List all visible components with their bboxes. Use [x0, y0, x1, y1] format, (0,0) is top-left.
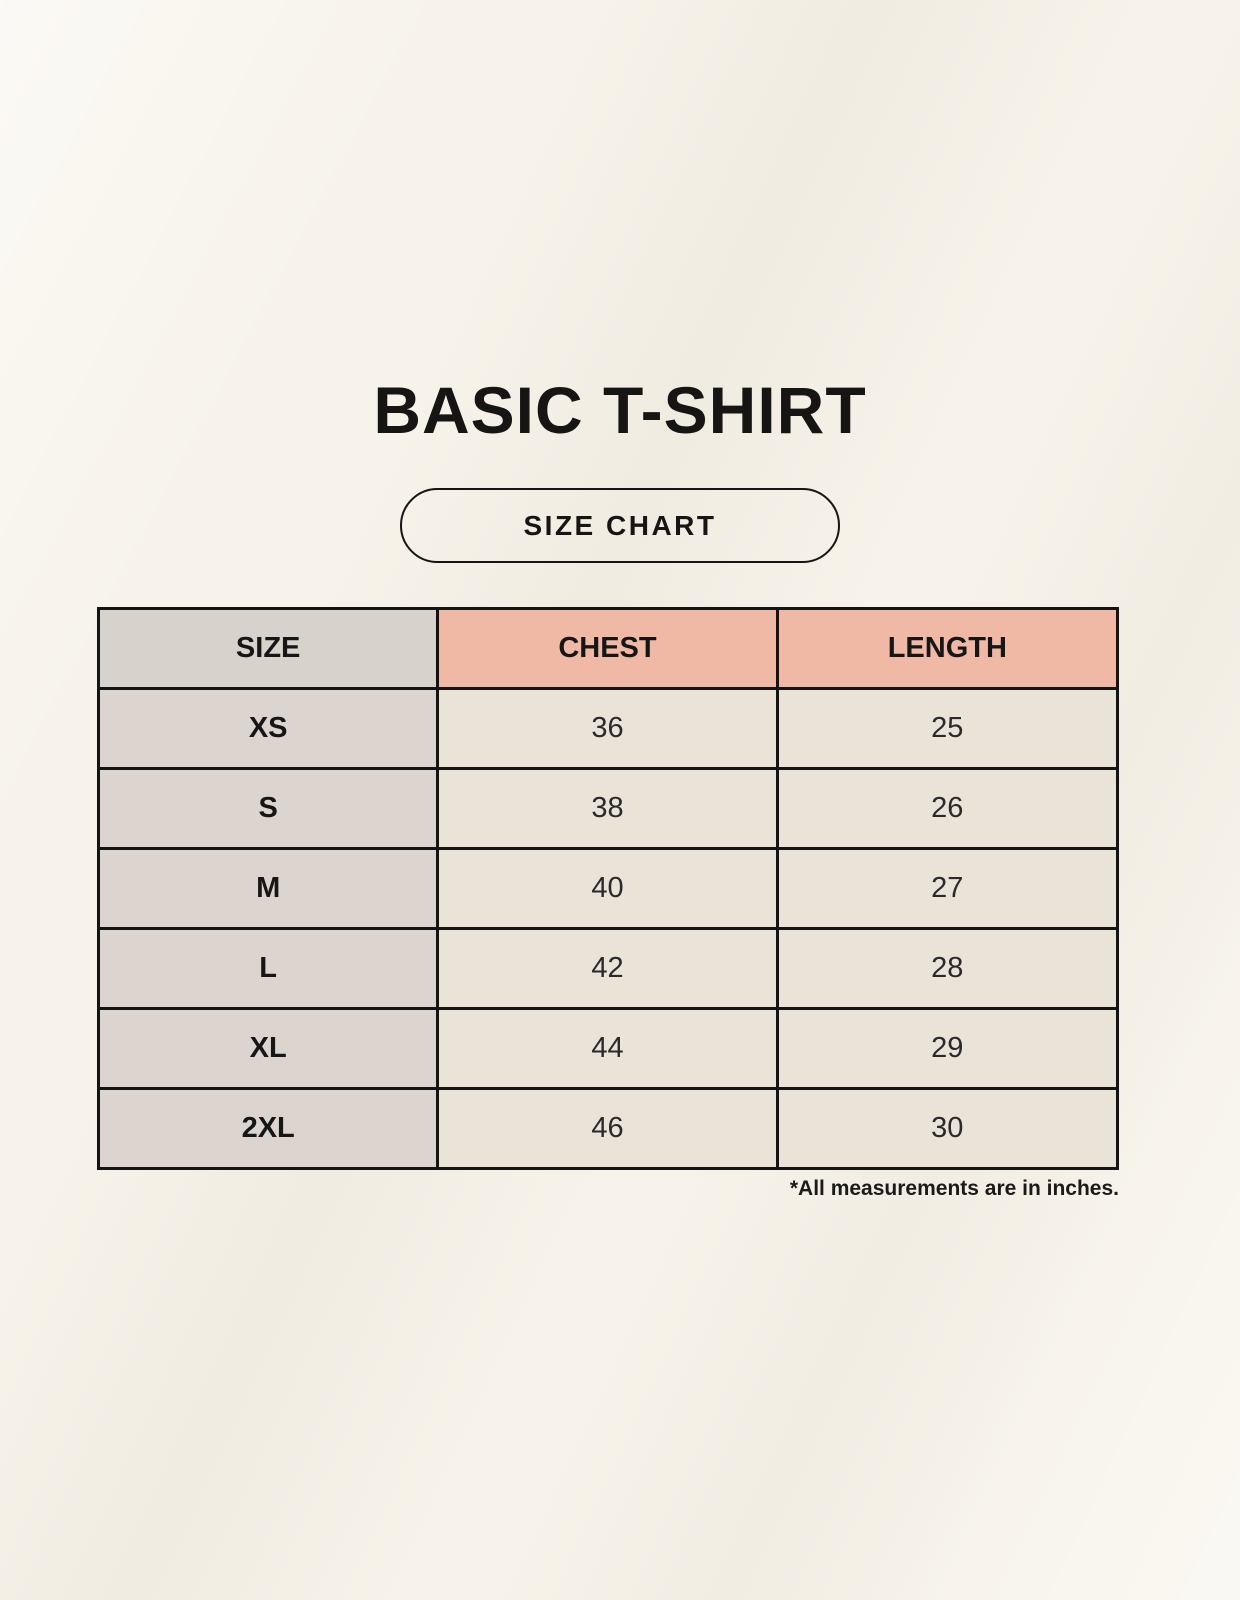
header-length: LENGTH: [777, 609, 1117, 689]
table-row: [99, 1009, 1118, 1089]
size-chart-button[interactable]: [400, 488, 840, 563]
cell-length: 28: [777, 929, 1117, 1009]
cell-chest: 38: [438, 769, 777, 849]
cell-size: XL: [99, 1009, 438, 1089]
size-table-container: [97, 607, 1119, 1170]
cell-length: 27: [777, 849, 1117, 929]
cell-chest: 42: [438, 929, 777, 1009]
table-row: [99, 929, 1118, 1009]
cell-length: 30: [777, 1089, 1117, 1169]
cell-size: 2XL: [99, 1089, 438, 1169]
table-row: [99, 769, 1118, 849]
cell-chest: 46: [438, 1089, 777, 1169]
cell-length: 25: [777, 689, 1117, 769]
cell-size: L: [99, 929, 438, 1009]
cell-size: S: [99, 769, 438, 849]
cell-length: 26: [777, 769, 1117, 849]
cell-size: M: [99, 849, 438, 929]
header-size: SIZE: [99, 609, 438, 689]
size-table: [97, 607, 1119, 1170]
table-row: [99, 849, 1118, 929]
table-row: [99, 1089, 1118, 1169]
cell-chest: 40: [438, 849, 777, 929]
table-header-row: [99, 609, 1118, 689]
cell-chest: 44: [438, 1009, 777, 1089]
cell-length: 29: [777, 1009, 1117, 1089]
cell-size: XS: [99, 689, 438, 769]
table-row: [99, 689, 1118, 769]
measurements-footnote: *All measurements are in inches.: [789, 1177, 1119, 1200]
cell-chest: 36: [438, 689, 777, 769]
header-chest: CHEST: [438, 609, 777, 689]
size-chart-button-label: SIZE CHART: [523, 509, 717, 541]
page-title: BASIC T-SHIRT: [373, 373, 867, 447]
